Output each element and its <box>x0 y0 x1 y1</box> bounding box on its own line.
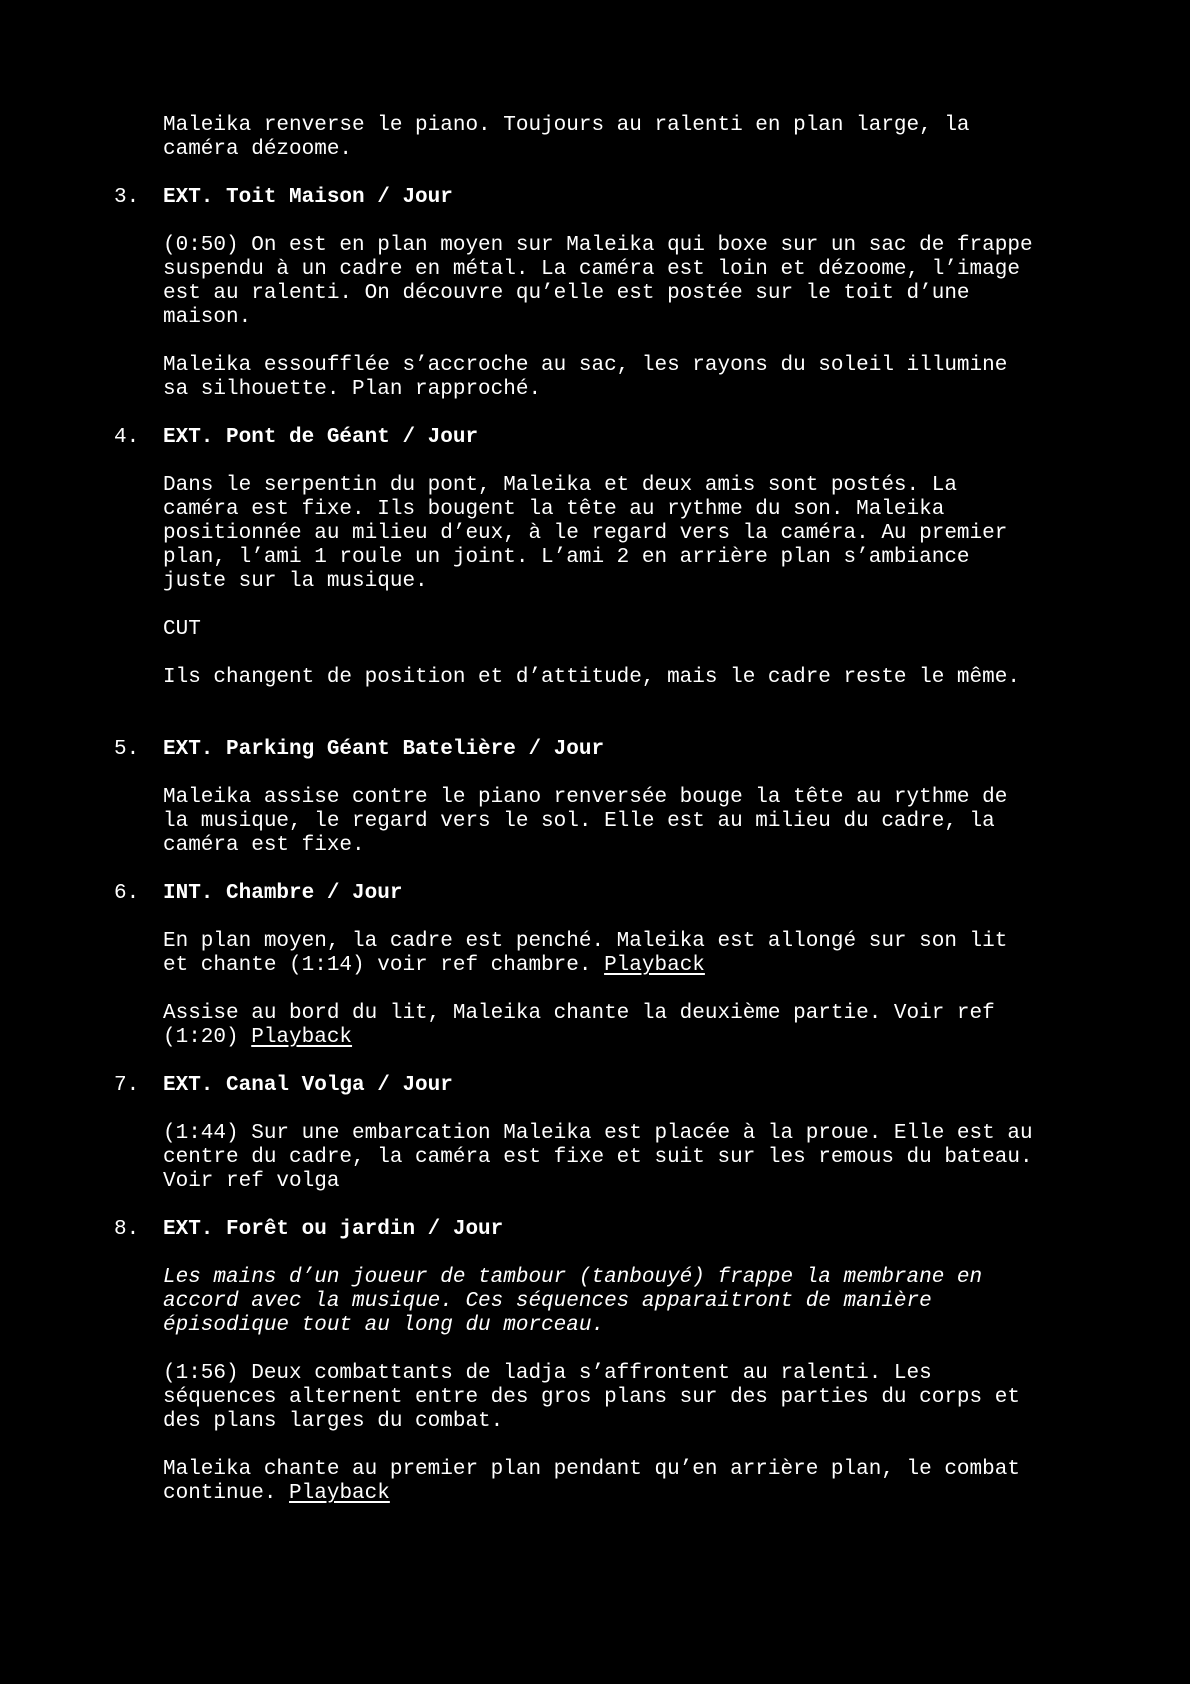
scene-7-paragraph-1: (1:44) Sur une embarcation Maleika est placée à la proue. Elle est au centre du cadre, la caméra est fixe et suit sur les remous du bateau. Voir ref volga <box>163 1122 1033 1193</box>
scene-7-heading: EXT. Canal Volga / Jour <box>163 1074 453 1097</box>
scene-6-playback-link-2[interactable]: Playback <box>251 1026 353 1049</box>
scene-8-paragraph-3 <box>163 1458 1093 1506</box>
scene-3-heading: EXT. Toit Maison / Jour <box>163 186 453 209</box>
scene-5-paragraph-1: Maleika assise contre le piano renversée bouge la tête au rythme de la musique, le regard vers le sol. Elle est au milieu du cadre, la caméra est fixe. <box>163 786 1008 857</box>
scene-6-heading: INT. Chambre / Jour <box>163 882 403 905</box>
scene-6-paragraph-1 <box>163 930 1093 978</box>
scene-6-playback-link-1[interactable]: Playback <box>604 954 705 977</box>
scene-4-number: 4. <box>114 426 140 449</box>
scene-5-number: 5. <box>114 738 140 761</box>
intro-paragraph: Maleika renverse le piano. Toujours au ralenti en plan large, la caméra dézoome. <box>163 114 970 161</box>
scene-8-number: 8. <box>114 1218 140 1241</box>
scene-8-heading: EXT. Forêt ou jardin / Jour <box>163 1218 504 1241</box>
scene-3-number: 3. <box>114 186 140 209</box>
scene-6-paragraph-2 <box>163 1002 1093 1050</box>
scene-8-playback-link[interactable]: Playback <box>289 1482 390 1505</box>
scene-8-paragraph-1: Les mains d’un joueur de tambour (tanbouyé) frappe la membrane en accord avec la musique. Ces séquences apparaitront de manière épisodique tout au long du morceau. <box>163 1266 983 1337</box>
scene-7-number: 7. <box>114 1074 140 1097</box>
scene-4-paragraph-1: Dans le serpentin du pont, Maleika et deux amis sont postés. La caméra est fixe. Ils bougent la tête au rythme du son. Maleika positionnée au milieu d’eux, à le regard vers la caméra. Au premier plan, l’ami 1 roule un joint. L’ami 2 en arrière plan s’ambiance juste sur la musique. <box>163 474 1008 593</box>
scene-4-heading: EXT. Pont de Géant / Jour <box>163 426 479 449</box>
scene-3-paragraph-1: (0:50) On est en plan moyen sur Maleika qui boxe sur un sac de frappe suspendu à un cadre en métal. La caméra est loin et dézoome, l’image est au ralenti. On découvre qu’elle est postée sur le toit d’une maison. <box>163 234 1033 329</box>
scene-6-paragraph-1-text: En plan moyen, la cadre est penché. Maleika est allongé sur son lit et chante (1:14) voir ref chambre. <box>163 930 1008 977</box>
scene-8-paragraph-2: (1:56) Deux combattants de ladja s’affrontent au ralenti. Les séquences alternent entre des gros plans sur des parties du corps et des plans larges du combat. <box>163 1362 1020 1433</box>
scene-8-paragraph-3-text: Maleika chante au premier plan pendant qu’en arrière plan, le combat continue. <box>163 1458 1020 1505</box>
scene-6-paragraph-2-text: Assise au bord du lit, Maleika chante la deuxième partie. Voir ref (1:20) <box>163 1002 995 1049</box>
scene-4-paragraph-2: Ils changent de position et d’attitude, mais le cadre reste le même. <box>163 666 1020 689</box>
scene-4-cut: CUT <box>163 618 201 641</box>
scene-6-number: 6. <box>114 882 140 905</box>
scene-3-paragraph-2: Maleika essoufflée s’accroche au sac, les rayons du soleil illumine sa silhouette. Plan rapproché. <box>163 354 1008 401</box>
scene-5-heading: EXT. Parking Géant Batelière / Jour <box>163 738 605 761</box>
